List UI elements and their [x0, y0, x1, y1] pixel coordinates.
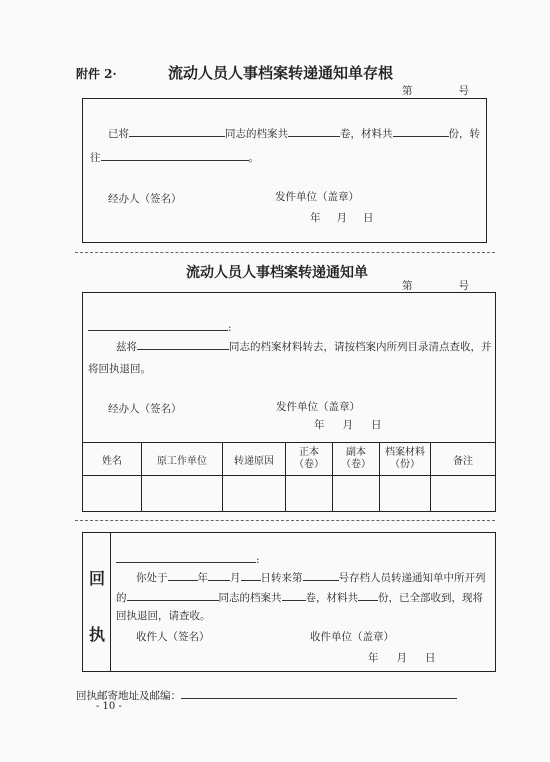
notice-line-2: 将回执退回。	[88, 363, 151, 375]
notice-name-field[interactable]	[137, 339, 229, 350]
cut-line-1	[75, 252, 495, 253]
stub-box	[82, 98, 487, 243]
notice-line-1: 兹将 同志的档案材料转去，请按档案内所列目录清点查收，并	[116, 341, 492, 353]
notice-table	[82, 442, 496, 512]
receipt-side-label-2: 执	[89, 625, 106, 644]
stub-number-label: 第 号	[402, 85, 469, 97]
notice-number-label: 第 号	[402, 280, 469, 292]
receipt-line-3: 回执退回，请查收。	[116, 610, 211, 622]
receipt-date: 年 月 日	[368, 652, 436, 664]
notice-title: 流动人员人事档案转递通知单	[186, 265, 368, 281]
receipt-side-divider	[110, 532, 111, 672]
receipt-receiver-label: 收件人（签名）	[136, 631, 210, 643]
stub-material-field[interactable]	[393, 126, 449, 137]
col-header-original: 正本 （卷）	[286, 443, 333, 476]
col-header-name: 姓名	[83, 443, 142, 476]
col-header-copy: 副本 （卷）	[333, 443, 380, 476]
receipt-month-field[interactable]	[208, 570, 230, 581]
stub-name-field[interactable]	[129, 126, 225, 137]
receipt-material-field[interactable]	[358, 590, 378, 601]
cell-original[interactable]	[286, 476, 333, 512]
notice-sender-label: 发件单位（盖章）	[276, 401, 360, 413]
stub-volume-field[interactable]	[288, 126, 340, 137]
stub-line-1: 已将 同志的档案共 卷，材料共 份，转	[108, 128, 480, 140]
receipt-addressee-line: :	[116, 552, 260, 567]
notice-date: 年 月 日	[314, 419, 382, 431]
receipt-side-label-1: 回	[89, 569, 106, 588]
receipt-day-field[interactable]	[241, 570, 261, 581]
col-header-work-unit: 原工作单位	[142, 443, 223, 476]
notice-handler-label: 经办人（签名）	[108, 403, 182, 415]
stub-handler-label: 经办人（签名）	[108, 193, 182, 205]
stub-line-2: 往 。	[90, 152, 259, 164]
cell-work-unit[interactable]	[142, 476, 223, 512]
receipt-line-1: 你处于 年 月 日转来第 号存档人员转递通知单中所开列	[136, 572, 486, 584]
notice-addressee-field[interactable]	[88, 320, 228, 331]
stub-sender-label: 发件单位（盖章）	[275, 191, 359, 203]
footer-address: 回执邮寄地址及邮编：	[76, 688, 457, 703]
col-header-materials: 档案材料 （份）	[380, 443, 431, 476]
receipt-volume-field[interactable]	[282, 590, 306, 601]
receipt-name-field[interactable]	[127, 590, 219, 601]
footer-address-field[interactable]	[181, 688, 457, 699]
stub-date: 年 月 日	[310, 212, 374, 224]
cell-remarks[interactable]	[431, 476, 496, 512]
cell-reason[interactable]	[223, 476, 286, 512]
col-header-remarks: 备注	[431, 443, 496, 476]
receipt-year-field[interactable]	[168, 570, 198, 581]
cut-line-2	[75, 520, 495, 521]
cell-name[interactable]	[83, 476, 142, 512]
cell-materials[interactable]	[380, 476, 431, 512]
attachment-label: 附件 2·	[76, 67, 117, 81]
stub-title: 流动人员人事档案转递通知单存根	[168, 64, 394, 82]
receipt-number-field[interactable]	[303, 570, 339, 581]
cell-copy[interactable]	[333, 476, 380, 512]
stub-destination-field[interactable]	[101, 150, 249, 161]
notice-addressee-line: :	[88, 320, 232, 335]
page-number: - 10 -	[96, 701, 122, 712]
receipt-line-2: 的 同志的档案共 卷，材料共 份，已全部收到，现将	[116, 592, 483, 604]
receipt-unit-label: 收件单位（盖章）	[310, 631, 394, 643]
receipt-addressee-field[interactable]	[116, 552, 256, 563]
col-header-reason: 转递原因	[223, 443, 286, 476]
